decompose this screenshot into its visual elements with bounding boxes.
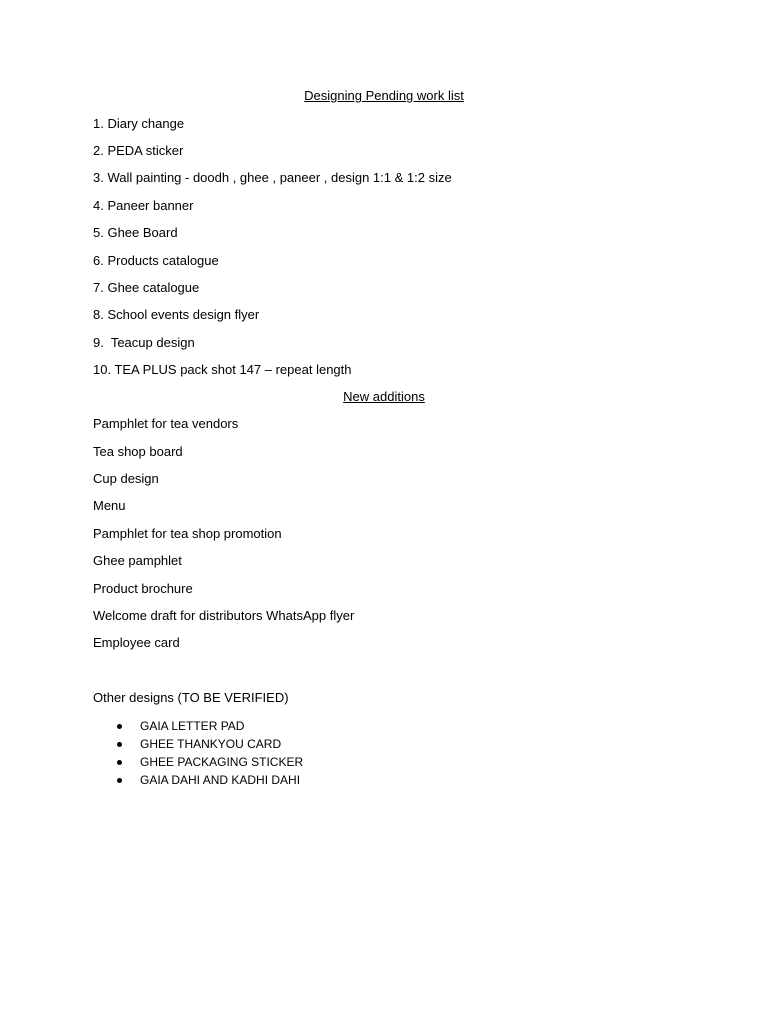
bullet-icon <box>117 778 122 783</box>
new-addition-item: Menu <box>93 498 126 513</box>
numbered-item: 10. TEA PLUS pack shot 147 – repeat length <box>93 362 352 377</box>
numbered-item: 7. Ghee catalogue <box>93 280 200 295</box>
new-addition-item: Employee card <box>93 635 180 650</box>
other-designs-list <box>93 717 303 789</box>
other-design-item: GHEE PACKAGING STICKER <box>140 755 304 769</box>
document-title: Designing Pending work list <box>304 88 464 103</box>
numbered-item: 6. Products catalogue <box>93 253 219 268</box>
numbered-item: 9. Teacup design <box>93 335 195 350</box>
numbered-item: 5. Ghee Board <box>93 225 178 240</box>
bullet-icon <box>117 724 122 729</box>
other-designs-heading: Other designs (TO BE VERIFIED) <box>93 690 289 705</box>
bullet-icon <box>117 760 122 765</box>
numbered-item: 4. Paneer banner <box>93 198 194 213</box>
new-addition-item: Tea shop board <box>93 444 183 459</box>
numbered-item: 2. PEDA sticker <box>93 143 184 158</box>
other-design-item: GAIA DAHI AND KADHI DAHI <box>140 773 301 787</box>
other-design-item: GHEE THANKYOU CARD <box>140 737 282 751</box>
numbered-item: 3. Wall painting - doodh , ghee , paneer , design 1:1 & 1:2 size <box>93 170 452 185</box>
list-item <box>93 771 303 789</box>
new-addition-item: Welcome draft for distributors WhatsApp flyer <box>93 608 355 623</box>
new-addition-item: Cup design <box>93 471 159 486</box>
numbered-item: 1. Diary change <box>93 116 185 131</box>
other-design-item: GAIA LETTER PAD <box>140 719 245 733</box>
new-addition-item: Pamphlet for tea vendors <box>93 416 239 431</box>
new-additions-heading: New additions <box>343 389 425 404</box>
new-addition-item: Product brochure <box>93 581 193 596</box>
new-addition-item: Ghee pamphlet <box>93 553 182 568</box>
numbered-item: 8. School events design flyer <box>93 307 260 322</box>
bullet-icon <box>117 742 122 747</box>
list-item <box>93 735 303 753</box>
new-addition-item: Pamphlet for tea shop promotion <box>93 526 282 541</box>
list-item <box>93 753 303 771</box>
list-item <box>93 717 303 735</box>
